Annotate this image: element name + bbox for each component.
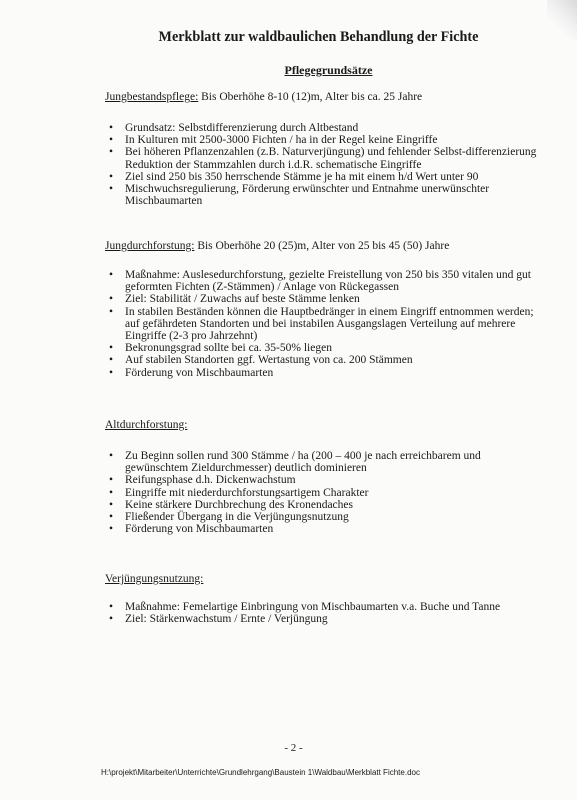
list-item: • Ziel: Stabilität / Zuwachs auf beste Stämme lenken (105, 293, 545, 305)
list-item: • Maßnahme: Femelartige Einbringung von Mischbaumarten v.a. Buche und Tanne (105, 601, 545, 613)
list-item: • Maßnahme: Auslesedurchforstung, gezielte Freistellung von 250 bis 350 vitalen und gut geformten Fichten (Z-Stämmen) / Anlage von Rückegassen (105, 269, 545, 293)
list-item: • Zu Beginn sollen rund 300 Stämme / ha (200 – 400 je nach erreichbarem und gewünschtem Zieldurchmesser) deutlich dominieren (105, 450, 545, 474)
file-path: H:\projekt\Mitarbeiter\Unterrichte\Grundlehrgang\Baustein 1\Waldbau\Merkblatt Fichte.doc (101, 768, 420, 777)
list-item: • Förderung von Mischbaumarten (105, 367, 545, 379)
list-item: • In stabilen Beständen können die Hauptbedränger in einem Eingriff entnommen werden; auf gefährdeten Standorten und bei instabilen Ausgangslagen Verteilung auf mehrere Eingriffe (2-3 pro Jahrzehnt) (105, 306, 545, 343)
list-item: • Keine stärkere Durchbrechung des Kronendaches (105, 499, 545, 511)
section-heading (105, 90, 545, 104)
bullet-list (105, 601, 545, 625)
section-heading-label: Verjüngungsnutzung: (105, 573, 204, 585)
section-heading-label: Jungbestandspflege: (105, 91, 199, 103)
section-jungdurchforstung (105, 239, 545, 379)
section-verjuengungsnutzung (105, 572, 545, 625)
list-item: • Ziel sind 250 bis 350 herrschende Stämme je ha mit einem h/d Wert unter 90 (105, 171, 545, 183)
section-heading-label: Jungdurchforstung: (105, 240, 195, 252)
section-heading-text: Bis Oberhöhe 20 (25)m, Alter von 25 bis 45 (50) Jahre (194, 240, 450, 252)
list-item: • Grundsatz: Selbstdifferenzierung durch Altbestand (105, 122, 545, 134)
section-heading (105, 572, 545, 586)
list-item: • Mischwuchsregulierung, Förderung erwünschter und Entnahme unerwünschter Mischbaumarten (105, 183, 545, 207)
list-item: • Fließender Übergang in die Verjüngungsnutzung (105, 511, 545, 523)
list-item: • Reifungsphase d.h. Dickenwachstum (105, 474, 545, 486)
document-subtitle: Pflegegrundsätze (284, 63, 373, 77)
section-heading-label: Altdurchforstung: (105, 419, 188, 431)
bullet-list (105, 122, 545, 207)
section-heading (105, 418, 545, 432)
bullet-list (105, 269, 545, 379)
section-altdurchforstung (105, 418, 545, 535)
bullet-list (105, 450, 545, 535)
list-item: • Bei höheren Pflanzenzahlen (z.B. Naturverjüngung) und fehlender Selbst-differenzierung Reduktion der Stammzahlen durch i.d.R. schematische Eingriffe (105, 146, 545, 170)
list-item: • Auf stabilen Standorten ggf. Wertastung von ca. 200 Stämmen (105, 354, 545, 366)
section-heading (105, 239, 545, 253)
section-jungbestandspflege (105, 90, 545, 207)
list-item: • Eingriffe mit niederdurchforstungsartigem Charakter (105, 487, 545, 499)
list-item: • Förderung von Mischbaumarten (105, 523, 545, 535)
page-number: - 2 - (284, 742, 303, 754)
list-item: • Bekronungsgrad sollte bei ca. 35-50% liegen (105, 342, 545, 354)
document-title: Merkblatt zur waldbaulichen Behandlung der Fichte (158, 29, 479, 45)
section-heading-text: Bis Oberhöhe 8-10 (12)m, Alter bis ca. 25 Jahre (198, 91, 423, 103)
list-item: • In Kulturen mit 2500-3000 Fichten / ha in der Regel keine Eingriffe (105, 134, 545, 146)
list-item: • Ziel: Stärkenwachstum / Ernte / Verjüngung (105, 613, 545, 625)
